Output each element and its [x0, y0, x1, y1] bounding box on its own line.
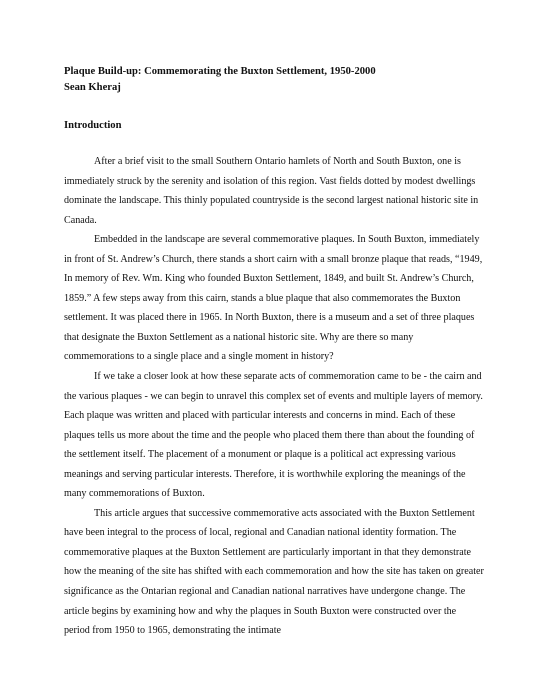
paragraph: This article argues that successive commemorative acts associated with the Buxton Settlement have been integral to the process of local, regional and Canadian national identity formation. The commemorative plaques at the Buxton Settlement are particularly important in that they demonstrate how the meaning of the site has shifted with each commemoration and how the site has taken on greater significance as the Ontarian regional and Canadian national narratives have undergone change. The article begins by examining how and why the plaques in South Buxton were constructed over the period from 1950 to 1965, demonstrating the intimate — [64, 507, 484, 637]
paper-author: Sean Kheraj — [64, 82, 121, 93]
paper-title: Plaque Build-up: Commemorating the Buxton Settlement, 1950-2000 — [64, 66, 376, 77]
paragraph: After a brief visit to the small Southern Ontario hamlets of North and South Buxton, one is immediately struck by the serenity and isolation of this region. Vast fields dotted by modest dwellings dominate the landscape. This thinly populated countryside is the second largest national historic site in Canada. — [64, 156, 479, 226]
body-text — [64, 152, 484, 641]
section-heading: Introduction — [64, 120, 122, 131]
paragraph: Embedded in the landscape are several commemorative plaques. In South Buxton, immediately in front of St. Andrew’s Church, there stands a short cairn with a small bronze plaque that reads, “1949, In memory of Rev. Wm. King who founded Buxton Settlement, 1849, and built St. Andrew’s Church, 1859.” A few steps away from this cairn, stands a blue plaque that also commemorates the Buxton settlement. It was placed there in 1965. In North Buxton, there is a museum and a set of three plaques that designate the Buxton Settlement as a national historic site. Why are there so many commemorations to a single place and a single moment in history? — [64, 234, 483, 363]
paragraph: If we take a closer look at how these separate acts of commemoration came to be - the cairn and the various plaques - we can begin to unravel this complex set of events and multiple layers of memory. Each plaque was written and placed with particular interests and concerns in mind. Each of these plaques tells us more about the time and the people who placed them there than about the founding of the settlement itself. The placement of a monument or plaque is a political act expressing various meanings and serving particular interests. Therefore, it is worthwhile exploring the meanings of the many commemorations of Buxton. — [64, 371, 483, 500]
